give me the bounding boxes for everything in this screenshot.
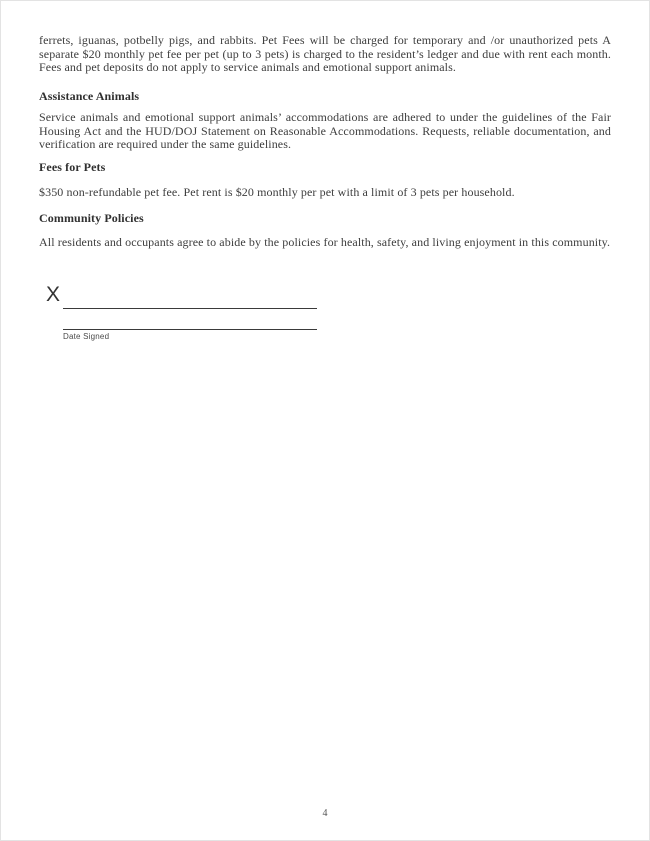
section-body-community-policies: All residents and occupants agree to abide by the policies for health, safety, and living enjoyment in this community. xyxy=(39,235,611,249)
section-heading-assistance-animals: Assistance Animals xyxy=(39,88,140,103)
date-signed-label: Date Signed xyxy=(63,332,110,341)
page-number: 4 xyxy=(322,808,328,819)
signature-block xyxy=(39,284,339,346)
signature-x-mark: X xyxy=(46,283,61,306)
section-heading-fees-for-pets: Fees for Pets xyxy=(39,159,106,174)
section-body-assistance-animals: Service animals and emotional support animals’ accommodations are adhered to under the guidelines of the Fair Housing Act and the HUD/DOJ Statement on Reasonable Accommodations. Requests, reliable documentation, and verification are required under the same guidelines. xyxy=(39,110,611,151)
intro-paragraph: ferrets, iguanas, potbelly pigs, and rabbits. Pet Fees will be charged for temporary and /or unauthorized pets A separate $20 monthly pet fee per pet (up to 3 pets) is charged to the resident’s ledger and due with rent each month. Fees and pet deposits do not apply to service animals and emotional support animals. xyxy=(39,33,611,74)
section-body-fees-for-pets: $350 non-refundable pet fee. Pet rent is $20 monthly per pet with a limit of 3 pets per household. xyxy=(39,185,515,199)
date-signed-line[interactable] xyxy=(63,329,317,330)
signature-line[interactable] xyxy=(63,308,317,309)
section-heading-community-policies: Community Policies xyxy=(39,210,144,225)
document-content xyxy=(39,34,611,250)
